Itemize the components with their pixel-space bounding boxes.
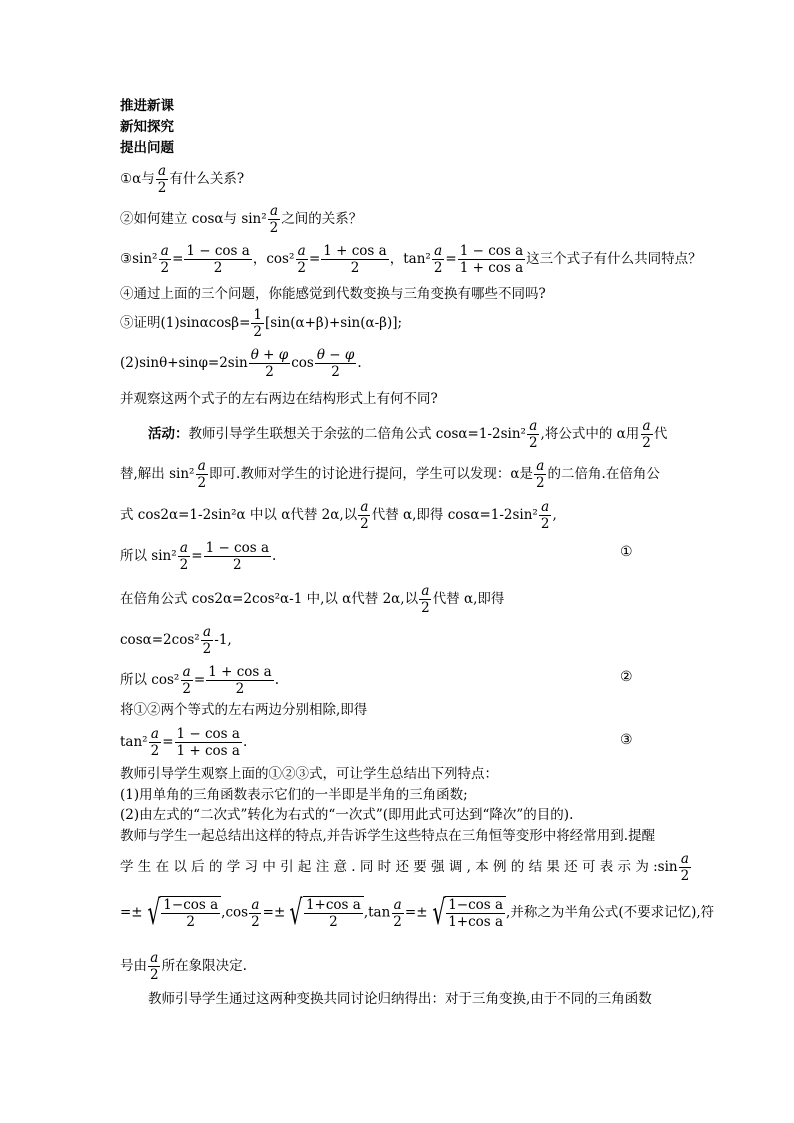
fraction-a-over-2: $\frac{a}{2}$ <box>160 243 170 276</box>
fraction-a-over-2: $\frac{a}{2}$ <box>393 896 402 930</box>
activity-line-17: 教师引导学生通过这两种变换共同讨论归纳得出：对于三角变换,由于不同的三角函数 <box>148 991 652 1007</box>
question-4: ④通过上面的三个问题，你能感觉到代数变换与三角变换有哪些不同吗? <box>120 286 546 302</box>
fraction-tan-half: $\frac{\text{1 − cos a}}{\text{1 + cos a}}$ <box>459 243 524 276</box>
equation-marker-1: ① <box>620 544 633 560</box>
fraction-a-over-2: $\frac{a}{2}$ <box>157 163 167 196</box>
fraction-a-over-2: $\frac{a}{2}$ <box>197 458 207 491</box>
formula-cos-half: 所以 cos² $\frac{a}{2}$ = $\frac{\text{1 + cos a}}{2}$ . <box>120 664 279 697</box>
activity-line-2: 替,解出 sin² $\frac{a}{2}$ 即可.教师对学生的讨论进行提问，学生可以发现：α是 $\frac{a}{2}$ 的二倍角.在倍角公 <box>120 458 660 491</box>
sqrt-cos-half: √ $\frac{\text{1+cos a}}{2}$ <box>285 896 364 930</box>
fraction-theta-minus-phi: $\frac{\theta - \varphi}{2}$ <box>316 347 355 380</box>
fraction-a-over-2: $\frac{a}{2}$ <box>680 851 690 884</box>
heading-explore: 新知探究 <box>120 119 174 135</box>
activity-line-11: (1)用单角的三角函数表示它们的一半即是半角的三角函数; <box>120 787 468 803</box>
activity-line-5: 在倍角公式 cos2α=2cos²α-1 中,以 α代替 2α,以 $\frac{a}{2}$ 代替 α,即得 <box>120 583 505 616</box>
activity-line-10: 教师引导学生观察上面的①②③式，可让学生总结出下列特点： <box>120 766 498 782</box>
question-5-part-2: (2)sinθ+sinφ=2sin $\frac{\theta + \varphi}{2}$ cos $\frac{\theta - \varphi}{2}$ . <box>120 347 362 380</box>
activity-line-14: 学 生 在 以 后 的 学 习 中 引 起 注 意 . 同 时 还 要 强 调 , 本 例 的 结 果 还 可 表 示 为 :sin $\frac{a}{2}$ <box>120 851 690 884</box>
activity-line-6: cosα=2cos² $\frac{a}{2}$ -1, <box>120 624 232 657</box>
heading-new-lesson: 推进新课 <box>120 98 174 114</box>
fraction-1-minus-cos-over-2: $\frac{\text{1 − cos a}}{2}$ <box>205 540 270 573</box>
activity-label: 活动： <box>148 426 189 442</box>
equation-marker-3: ③ <box>620 732 633 748</box>
sqrt-tan-half: √ $\frac{\text{1−cos a}}{\text{1+cos a}}$ <box>428 896 507 930</box>
half-angle-formulas: =± √ $\frac{\text{1−cos a}}{2}$ ,cos $\frac{a}{2}$ =± √ $\frac{\text{1+cos a}}{2}$ ,tan $\frac{a}{2}$ =± √ $\frac{\text{1−cos a}}{\text{1+cos a}}$ ,并称之为半角公式(不要求记忆),符 <box>120 893 715 933</box>
fraction-a-over-2: $\frac{a}{2}$ <box>540 499 550 532</box>
formula-sin-half: 所以 sin² $\frac{a}{2}$ = $\frac{\text{1 − cos a}}{2}$ . <box>120 540 277 573</box>
fraction-1-plus-cos-over-2: $\frac{\text{1 + cos a}}{2}$ <box>323 243 387 276</box>
fraction-a-over-2: $\frac{a}{2}$ <box>528 418 538 451</box>
question-5-part-1: ⑤证明(1)sinαcosβ= $\frac{1}{2}$ [sin(α+β)+sin(α-β)]; <box>120 307 403 340</box>
activity-line-1: 活动：教师引导学生联想关于余弦的二倍角公式 cosα=1-2sin² $\frac{a}{2}$ ,将公式中的 α用 $\frac{a}{2}$ 代 <box>148 418 668 451</box>
fraction-a-over-2: $\frac{a}{2}$ <box>360 499 369 532</box>
fraction-a-over-2: $\frac{a}{2}$ <box>297 243 306 276</box>
fraction-theta-plus-phi: $\frac{\theta + \varphi}{2}$ <box>250 347 289 380</box>
fraction-a-over-2: $\frac{a}{2}$ <box>421 583 430 616</box>
activity-line-8: 将①②两个等式的左右两边分别相除,即得 <box>120 702 368 718</box>
sqrt-sin-half: √ $\frac{\text{1−cos a}}{2}$ <box>143 896 222 930</box>
fraction-tan-half: $\frac{\text{1 − cos a}}{\text{1 + cos a}}$ <box>176 726 240 759</box>
fraction-a-over-2: $\frac{a}{2}$ <box>182 664 191 697</box>
fraction-1-minus-cos-over-2: $\frac{\text{1 − cos a}}{2}$ <box>186 243 250 276</box>
fraction-a-over-2: $\frac{a}{2}$ <box>202 624 212 657</box>
fraction-a-over-2: $\frac{a}{2}$ <box>150 950 159 983</box>
formula-tan-half: tan² $\frac{a}{2}$ = $\frac{\text{1 − cos a}}{\text{1 + cos a}}$ . <box>120 726 248 759</box>
activity-line-3: 式 cos2α=1-2sin²α 中以 α代替 2α,以 $\frac{a}{2}$ 代替 α,即得 cosα=1-2sin² $\frac{a}{2}$ , <box>120 499 557 532</box>
activity-line-16: 号由 $\frac{a}{2}$ 所在象限决定. <box>120 950 247 983</box>
fraction-1-plus-cos-over-2: $\frac{\text{1 + cos a}}{2}$ <box>208 664 272 697</box>
activity-line-12: (2)由左式的“二次式”转化为右式的“一次式”(即用此式可达到“降次”的目的). <box>120 807 574 823</box>
fraction-a-over-2: $\frac{a}{2}$ <box>251 896 260 930</box>
fraction-a-over-2: $\frac{a}{2}$ <box>642 418 651 451</box>
question-5-note: 并观察这两个式子的左右两边在结构形式上有何不同? <box>120 391 438 407</box>
fraction-1-over-2: $\frac{1}{2}$ <box>253 307 263 340</box>
fraction-a-over-2: $\frac{a}{2}$ <box>535 458 545 491</box>
fraction-a-over-2: $\frac{a}{2}$ <box>269 203 279 236</box>
heading-questions: 提出问题 <box>120 140 174 156</box>
question-1: ①α与 $\frac{a}{2}$ 有什么关系? <box>120 163 245 196</box>
fraction-a-over-2: $\frac{a}{2}$ <box>179 540 189 573</box>
equation-marker-2: ② <box>620 669 633 685</box>
fraction-a-over-2: $\frac{a}{2}$ <box>150 726 160 759</box>
fraction-a-over-2: $\frac{a}{2}$ <box>433 243 443 276</box>
activity-line-13: 教师与学生一起总结出这样的特点,并告诉学生这些特点在三角恒等变形中将经常用到.提醒 <box>120 828 656 844</box>
question-3: ③sin² $\frac{a}{2}$ = $\frac{\text{1 − cos a}}{2}$ ，cos² $\frac{a}{2}$ = $\frac{\text{1 + cos a}}{2}$ ，tan² $\frac{a}{2}$ = $\frac{\text{1 − cos a}}{\text{1 + cos a}}$ 这三个式子有什么共同特点？ <box>120 243 702 276</box>
question-2: ②如何建立 cosα与 sin² $\frac{a}{2}$ 之间的关系？ <box>120 203 363 236</box>
